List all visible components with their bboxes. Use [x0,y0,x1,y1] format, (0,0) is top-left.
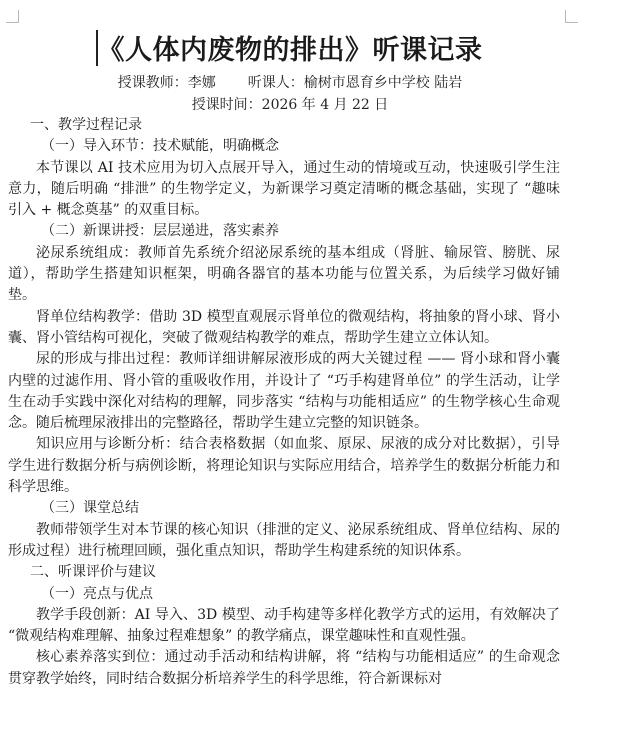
body-paragraph: 泌尿系统组成：教师首先系统介绍泌尿系统的基本组成（肾脏、输尿管、膀胱、尿道），帮助学生搭建知识框架，明确各器官的基本功能与位置关系，为后续学习做好铺垫。 [8,244,560,304]
date-info: 授课时间：2026 年 4 月 22 日 [191,97,389,113]
document-body [8,115,560,690]
meta-line-date [0,94,580,114]
body-paragraph: 核心素养落实到位：通过动手活动和结构讲解，将 “结构与功能相适应” 的生命观念贯穿教学始终，同时结合数据分析培养学生的科学思维，符合新课标对 [8,649,560,687]
listener-info: 听课人：榆树市恩育乡中学校 陆岩 [247,75,463,91]
body-paragraph: 本节课以 AI 技术应用为切入点展开导入，通过生动的情境或互动，快速吸引学生注意力，随后明确 “排泄” 的生物学定义，为新课学习奠定清晰的概念基础，实现了 “趣味引入 + 概念奠基” 的双重目标。 [8,159,560,219]
subsection-heading: （一）亮点与优点 [41,585,153,602]
body-paragraph: 教师带领学生对本节课的核心知识（排泄的定义、泌尿系统组成、肾单位结构、尿的形成过程）进行梳理回顾，强化重点知识，帮助学生构建系统的知识体系。 [8,521,560,559]
subsection-heading: （一）导入环节：技术赋能，明确概念 [41,138,279,155]
body-paragraph: 教学手段创新：AI 导入、3D 模型、动手构建等多样化教学方式的运用，有效解决了 “微观结构难理解、抽象过程难想象” 的教学痛点，课堂趣味性和直观性强。 [8,606,560,645]
body-paragraph: 肾单位结构教学：借助 3D 模型直观展示肾单位的微观结构，将抽象的肾小球、肾小囊、肾小管结构可视化，突破了微观结构教学的难点，帮助学生建立立体认知。 [8,308,560,346]
body-paragraph: 尿的形成与排出过程：教师详细讲解尿液形成的两大关键过程 —— 肾小球和肾小囊内壁的过滤作用、肾小管的重吸收作用，并设计了 “巧手构建肾单位” 的学生活动，让学生在动手实践中深化对结构的理解，同步落实 “结构与功能相适应” 的生物学核心生命观念。随后梳理尿液排出的完整路径，帮助学生建立完整的知识链条。 [8,351,560,432]
meta-line-teacher-listener [0,72,580,92]
section-heading: 一、教学过程记录 [30,117,142,133]
teacher-info: 授课教师：李娜 [117,75,216,91]
subsection-heading: （三）课堂总结 [41,500,139,517]
page-corner-mark [6,10,19,23]
page-corner-mark [565,10,578,23]
subsection-heading: （二）新课讲授：层层递进，落实素养 [41,223,279,240]
document-title: 《人体内废物的排出》听课记录 [97,35,483,66]
body-paragraph: 知识应用与诊断分析：结合表格数据（如血浆、原尿、尿液的成分对比数据），引导学生进行数据分析与病例诊断，将理论知识与实际应用结合，培养学生的数据分析能力和科学思维。 [8,436,560,496]
section-heading: 二、听课评价与建议 [30,564,156,581]
